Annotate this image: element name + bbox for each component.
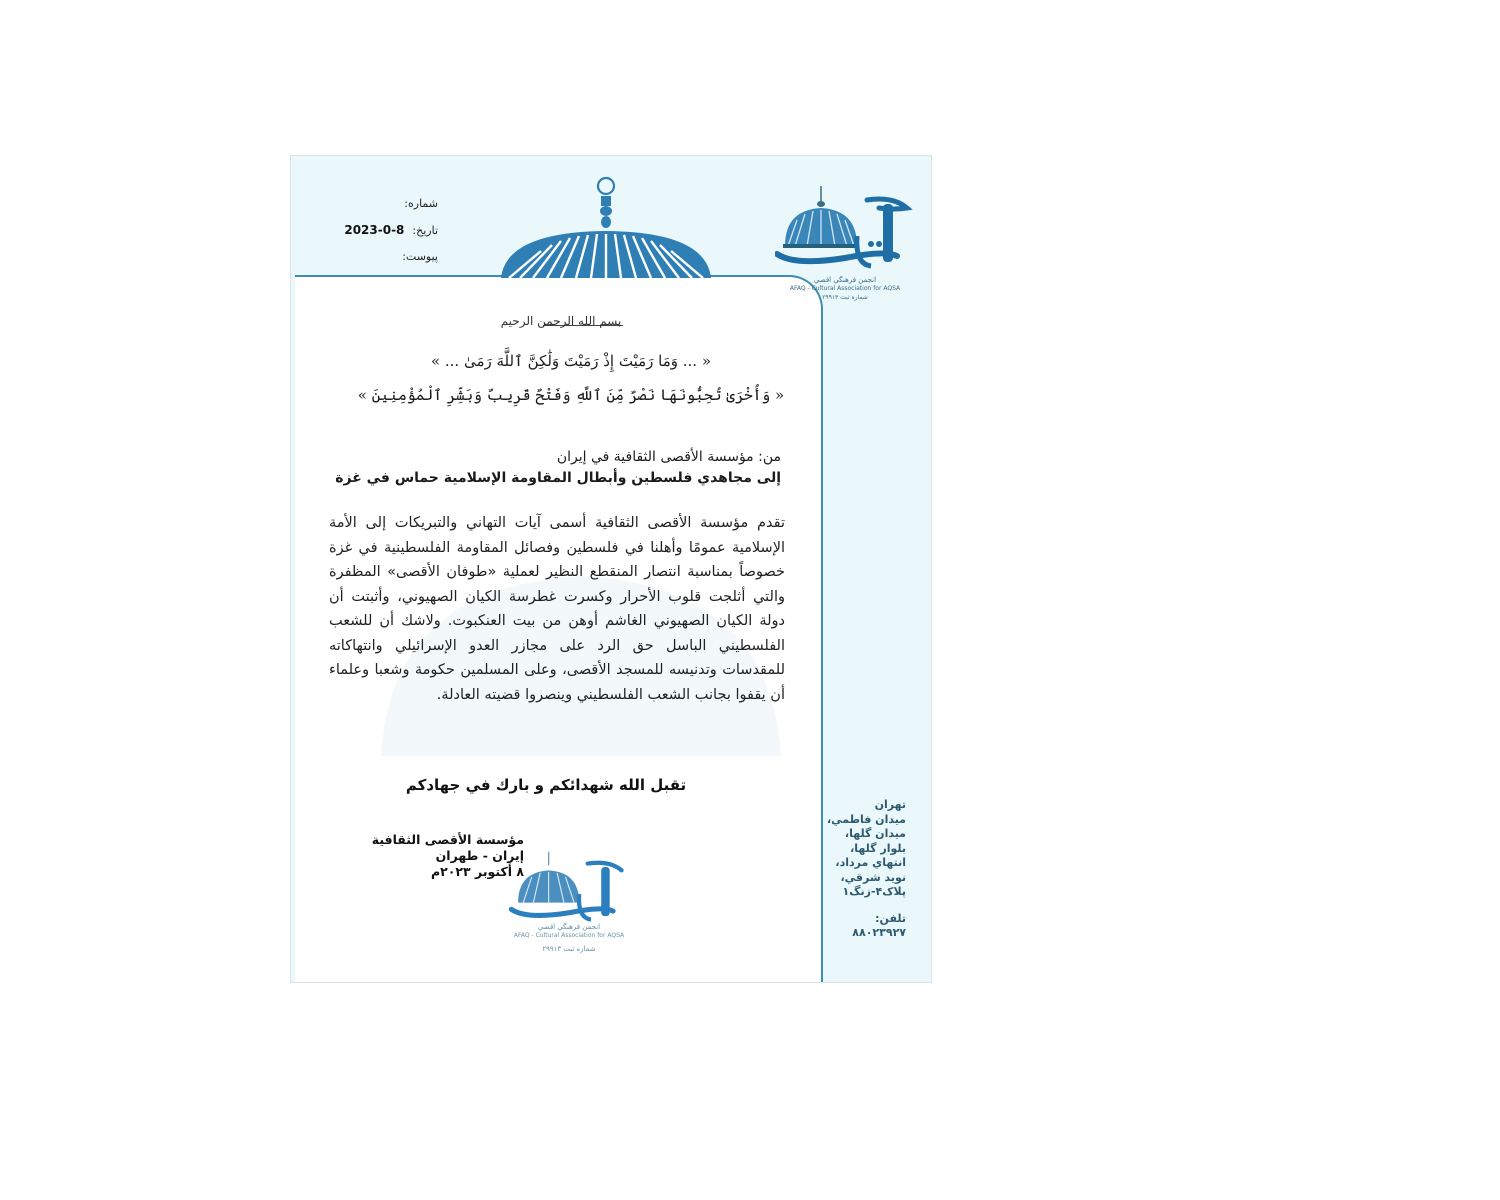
- phone-label: تلفن:: [875, 911, 906, 925]
- afaq-stamp-logo: [501, 850, 637, 958]
- address-line: پلاک۴-زنگ۱: [842, 885, 906, 898]
- dome-header-icon: [491, 174, 721, 278]
- signature-org: مؤسسة الأقصى الثقافية: [371, 832, 524, 847]
- afaq-stamp-icon: [501, 850, 637, 928]
- signature-date: ٨ أكتوبر ٢٠٢٣م: [430, 864, 524, 879]
- attachment-label: پيوست:: [402, 250, 438, 263]
- address-sidebar: [824, 798, 906, 953]
- quran-verse-2: « وَأُخْرَىٰ تُحِبُّونَهَا نَصْرٌ مِّنَ ٱللَّهِ وَفَتْحٌ قَرِيبٌ وَبَشِّرِ ٱلْمُؤْمِنِينَ »: [357, 386, 785, 404]
- date-label: تاريخ:: [412, 224, 438, 237]
- address-line: بلوار گلها،: [850, 841, 906, 855]
- logo-caption-fa: انجمن فرهنگي اقصي: [813, 276, 877, 284]
- attachment-row: [323, 244, 438, 270]
- date-row: [323, 217, 438, 244]
- letter-from: من: مؤسسة الأقصى الثقافية في إيران: [556, 449, 781, 465]
- address-city: تهران: [874, 798, 906, 811]
- number-label: شماره:: [404, 197, 438, 210]
- afaq-logo: [775, 184, 915, 301]
- signature-place: إيران - طهران: [435, 848, 524, 863]
- afaq-dome-icon: [775, 184, 915, 276]
- letter-to: إلى مجاهدي فلسطين وأبطال المقاومة الإسلامية حماس في غزة: [335, 470, 781, 486]
- address-line: نويد شرقي،: [840, 870, 906, 884]
- stamp-caption-en: AFAQ - Cultural Association for AQSA: [513, 932, 625, 939]
- letter-body-paragraph: تقدم مؤسسة الأقصى الثقافية أسمى آيات التهاني والتبريكات إلى الأمة الإسلامية عمومًا وأهلنا في فلسطين وفصائل المقاومة الفلسطينية في غزة خصوصاً بمناسبة انتصار المنقطع النظير لعملية «طوفان الأقصى» المظفرة والتي أثلجت قلوب الأحرار وكسرت غطرسة الكيان الصهيوني، وأثبتت أن دولة الكيان الصهيوني الغاشم أوهن من بيت العنكبوت. ولاشك أن للشعب الفلسطيني الباسل حق الرد على مجازر العدو الإسرائيلي وانتهاكاته للمقدسات وتدنيسه للمسجد الأقصى، وعلى المسلمين حكومة وشعبا وعلماء أن يقفوا بجانب الشعب الفلسطيني وينصروا قضيته العادلة.: [329, 515, 785, 703]
- stamp-caption-fa: انجمن فرهنگي اقصي: [537, 923, 601, 931]
- address-line: ميدان فاطمي،: [826, 812, 906, 826]
- letter-body: [329, 511, 785, 707]
- logo-caption-en: AFAQ - Cultural Association for AQSA: [789, 285, 901, 292]
- letter-closing: تقبل الله شهدائكم و بارك في جهادكم: [405, 776, 687, 794]
- date-value: 2023-0-8: [344, 223, 405, 237]
- address-block: [824, 798, 906, 900]
- letter-meta: [323, 191, 438, 270]
- phone-block: [824, 912, 906, 941]
- quran-verse-1: « ... وَمَا رَمَيْتَ إِذْ رَمَيْتَ وَلَٰكِنَّ ٱللَّهَ رَمَىٰ ... »: [430, 352, 712, 370]
- logo-registration: شماره ثبت ۲۹۹۱۳: [822, 294, 868, 301]
- phone-value: ۸۸۰۲۳۹۲۷: [852, 926, 906, 939]
- basmala: بسم الله الرحمن الرحيم: [481, 314, 641, 326]
- number-row: [323, 191, 438, 217]
- letter-page: [290, 155, 932, 983]
- stamp-registration: شماره ثبت ۲۹۹۱۳: [542, 945, 596, 953]
- address-line: ميدان گلها،: [844, 827, 906, 840]
- address-line: انتهاي مرداد،: [835, 856, 906, 869]
